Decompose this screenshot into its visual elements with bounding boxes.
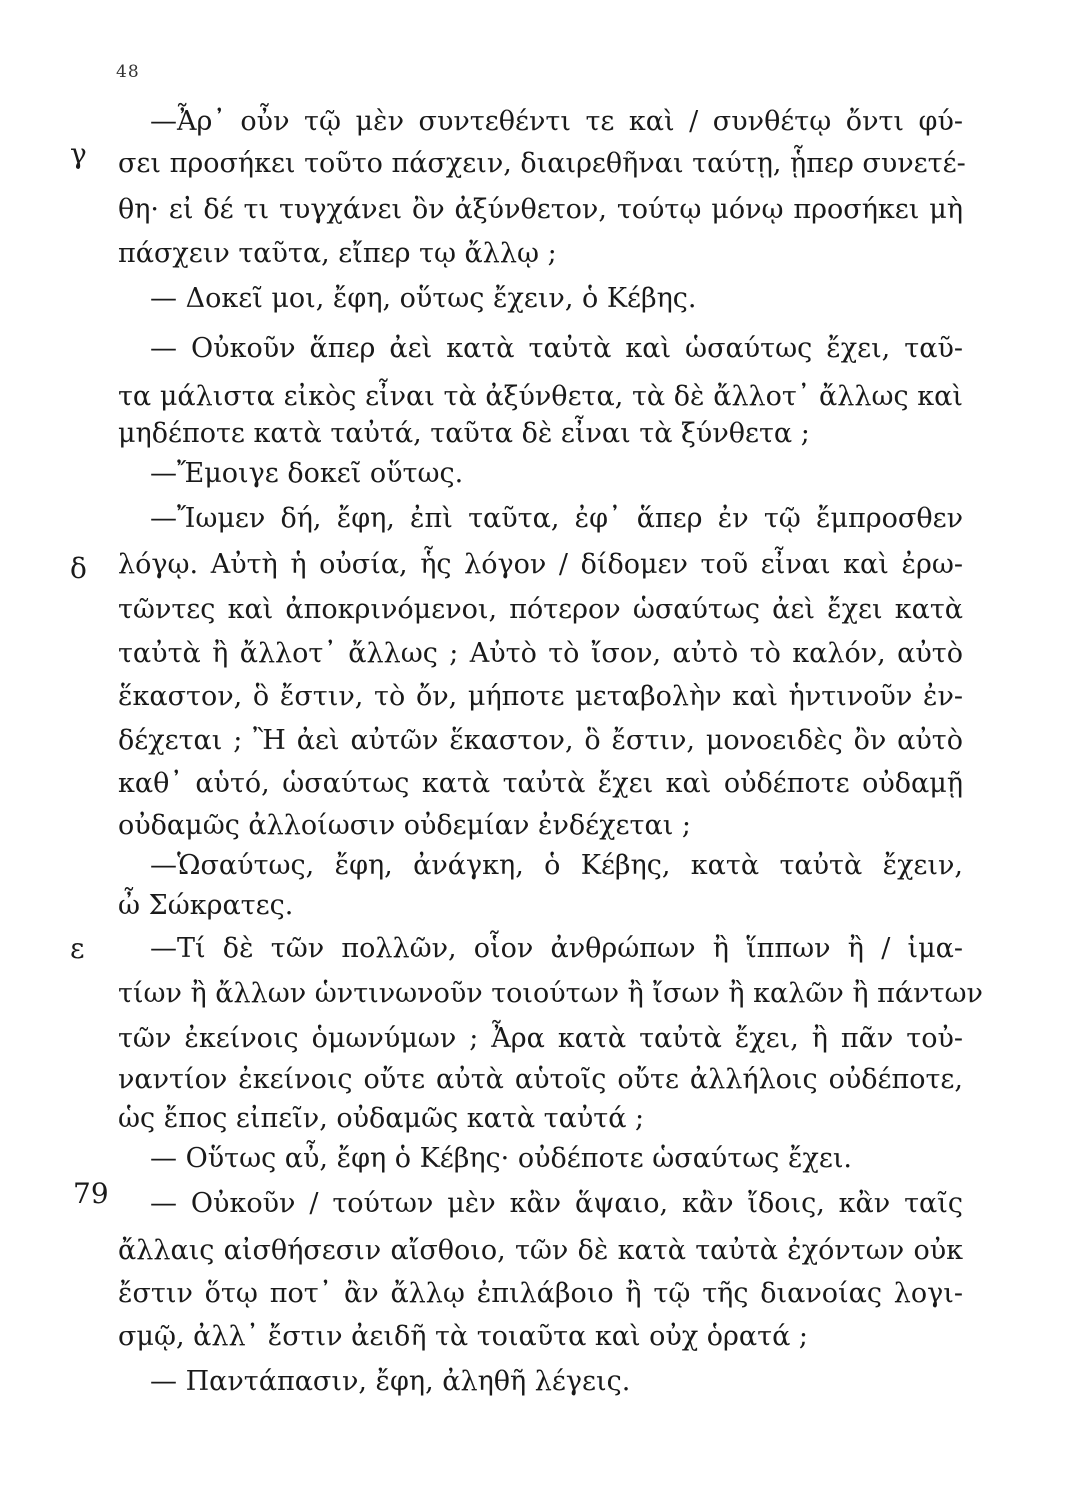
text-line: ἕκαστον, ὃ ἔστιν, τὸ ὄν, μήποτε μεταβολὴν καὶ ἡντινοῦν ἐν- [118,681,963,712]
text-line: — Οὐκοῦν ἅπερ ἀεὶ κατὰ ταὐτὰ καὶ ὡσαύτως ἔχει, ταῦ- [150,333,963,364]
text-line: τῶντες καὶ ἀποκρινόμενοι, πότερον ὡσαύτως ἀεὶ ἔχει κατὰ [118,594,963,625]
text-line: —Ἴωμεν δή, ἔφη, ἐπὶ ταῦτα, ἐφ᾽ ἅπερ ἐν τῷ ἔμπροσθεν [150,503,963,534]
text-line: θη· εἰ δέ τι τυγχάνει ὂν ἀξύνθετον, τούτῳ μόνῳ προσήκει μὴ [118,194,963,225]
margin-mark-gamma: γ [70,137,87,170]
text-line: — Οὐκοῦν / τούτων μὲν κἂν ἅψαιο, κἂν ἴδοις, κἂν ταῖς [150,1188,963,1219]
text-line: —Ἆρ᾽ οὖν τῷ μὲν συντεθέντι τε καὶ / συνθέτῳ ὄντι φύ- [150,106,963,137]
text-line: τῶν ἐκείνοις ὁμωνύμων ; Ἆρα κατὰ ταὐτὰ ἔχει, ἢ πᾶν τοὐ- [118,1023,963,1054]
text-line: μηδέποτε κατὰ ταὐτά, ταῦτα δὲ εἶναι τὰ ξύνθετα ; [118,418,810,449]
text-line: οὐδαμῶς ἀλλοίωσιν οὐδεμίαν ἐνδέχεται ; [118,810,691,841]
page-number: 48 [116,62,140,82]
text-line: — Δοκεῖ μοι, ἔφη, οὕτως ἔχειν, ὁ Κέβης. [150,283,697,314]
text-line: ἔστιν ὅτῳ ποτ᾽ ἂν ἄλλῳ ἐπιλάβοιο ἢ τῷ τῆς διανοίας λογι- [118,1278,963,1309]
text-line: σμῷ, ἀλλ᾽ ἔστιν ἀειδῆ τὰ τοιαῦτα καὶ οὐχ ὁρατά ; [118,1321,808,1352]
text-line: λόγῳ. Αὐτὴ ἡ οὐσία, ἧς λόγον / δίδομεν τοῦ εἶναι καὶ ἐρω- [118,549,963,580]
text-line: —Ἔμοιγε δοκεῖ οὕτως. [150,458,464,489]
text-line: — Παντάπασιν, ἔφη, ἀληθῆ λέγεις. [150,1366,631,1397]
text-line: ναντίον ἐκείνοις οὔτε αὐτὰ αὑτοῖς οὔτε ἀλλήλοις οὐδέποτε, [118,1064,963,1095]
text-line: — Οὕτως αὖ, ἔφη ὁ Κέβης· οὐδέποτε ὡσαύτως ἔχει. [150,1143,852,1174]
text-line: ταὐτὰ ἢ ἄλλοτ᾽ ἄλλως ; Αὐτὸ τὸ ἴσον, αὐτὸ τὸ καλόν, αὐτὸ [118,638,963,669]
text-line: σει προσήκει τοῦτο πάσχειν, διαιρεθῆναι ταύτῃ, ᾗπερ συνετέ- [118,148,966,179]
margin-mark-epsilon: ε [70,932,85,965]
text-line: ἄλλαις αἰσθήσεσιν αἴσθοιο, τῶν δὲ κατὰ ταὐτὰ ἐχόντων οὐκ [118,1235,963,1266]
margin-mark-delta: δ [70,552,87,585]
margin-mark-stephanus-79: 79 [73,1177,109,1210]
text-line: ὡς ἔπος εἰπεῖν, οὐδαμῶς κατὰ ταὐτά ; [118,1103,645,1134]
text-line: —Τί δὲ τῶν πολλῶν, οἷον ἀνθρώπων ἢ ἵππων ἢ / ἱμα- [150,933,963,964]
text-line: πάσχειν ταῦτα, εἴπερ τῳ ἄλλῳ ; [118,238,557,269]
text-line: ὦ Σώκρατες. [118,890,294,921]
text-line: τα μάλιστα εἰκὸς εἶναι τὰ ἀξύνθετα, τὰ δὲ ἄλλοτ᾽ ἄλλως καὶ [118,381,963,412]
text-line: τίων ἢ ἄλλων ὡντινωνοῦν τοιούτων ἢ ἴσων ἢ καλῶν ἢ πάντων [118,978,983,1009]
text-line: δέχεται ; Ἢ ἀεὶ αὐτῶν ἕκαστον, ὃ ἔστιν, μονοειδὲς ὂν αὐτὸ [118,725,963,756]
text-line: —Ὡσαύτως, ἔφη, ἀνάγκη, ὁ Κέβης, κατὰ ταὐτὰ ἔχειν, [150,850,963,881]
text-line: καθ᾽ αὑτό, ὡσαύτως κατὰ ταὐτὰ ἔχει καὶ οὐδέποτε οὐδαμῇ [118,768,963,799]
